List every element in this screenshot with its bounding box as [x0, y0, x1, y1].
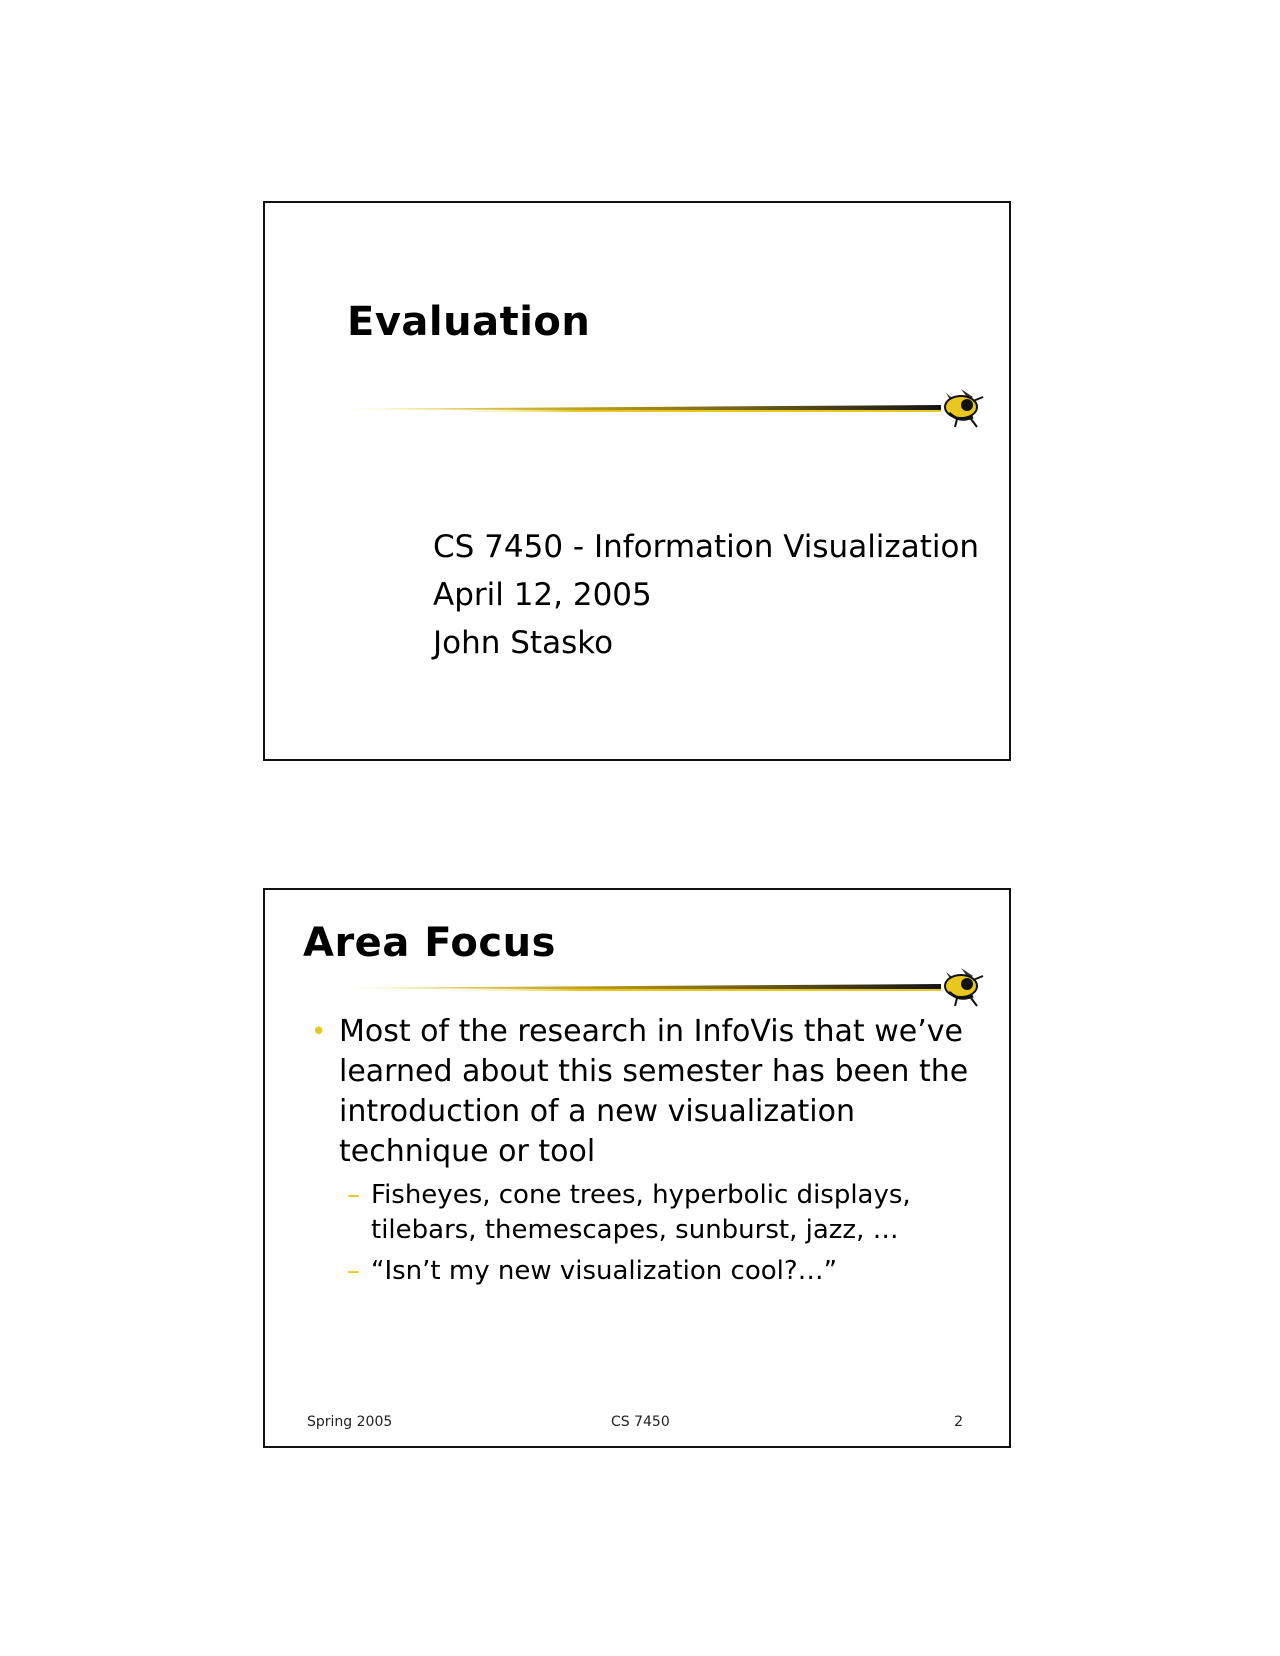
yellow-jacket-icon: [945, 968, 983, 1006]
title-rule: [321, 962, 991, 1010]
bullet-text: Most of the research in InfoVis that we’ve learned about this semester has been the introduction of a new visualization technique or tool: [339, 1014, 969, 1169]
footer-term: Spring 2005: [307, 1414, 393, 1430]
course-line: CS 7450 - Information Visualization: [433, 529, 980, 565]
sub-bullet-text: “Isn’t my new visualization cool?…”: [371, 1256, 838, 1286]
bullet-item: [307, 1012, 987, 1172]
bullet-list: [307, 1012, 987, 1289]
sub-bullet-text: Fisheyes, cone trees, hyperbolic displays, tilebars, themescapes, sunburst, jazz, …: [371, 1180, 911, 1245]
bullet-marker: •: [311, 1017, 327, 1047]
author-line: John Stasko: [433, 625, 614, 661]
sub-bullet-marker: –: [347, 1180, 360, 1210]
footer-course: CS 7450: [611, 1414, 670, 1430]
sub-bullet-item: [307, 1178, 987, 1248]
slide-1: [263, 201, 1011, 761]
slide-2: [263, 888, 1011, 1448]
date-line: April 12, 2005: [433, 577, 652, 613]
subtitle-block: [433, 523, 979, 667]
slide-title: Area Focus: [303, 920, 556, 966]
sub-bullet-item: [307, 1254, 987, 1289]
title-rule: [321, 383, 991, 431]
yellow-jacket-icon: [945, 389, 983, 427]
sub-bullet-marker: –: [347, 1256, 360, 1286]
footer-page-number: 2: [954, 1414, 963, 1430]
slide-title: Evaluation: [347, 299, 591, 345]
